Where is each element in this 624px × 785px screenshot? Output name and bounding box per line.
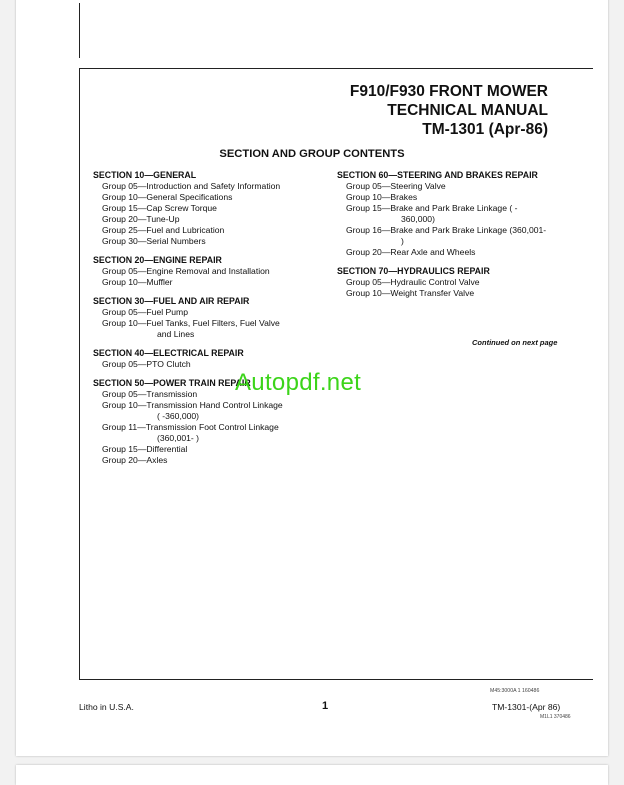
section-heading: SECTION 70—HYDRAULICS REPAIR xyxy=(337,266,490,276)
right-contents-column xyxy=(337,170,567,299)
next-page-edge xyxy=(16,765,608,785)
document-page xyxy=(16,0,608,756)
group-item: Group 20—Rear Axle and Wheels xyxy=(346,247,476,257)
group-item: Group 30—Serial Numbers xyxy=(102,236,206,246)
group-item: Group 05—Steering Valve xyxy=(346,181,446,191)
section-heading: SECTION 40—ELECTRICAL REPAIR xyxy=(93,348,244,358)
group-item: Group 05—Transmission xyxy=(102,389,198,399)
title-line-1: F910/F930 FRONT MOWER xyxy=(349,83,548,100)
group-item-continuation: ) xyxy=(401,236,404,246)
watermark: Autopdf.net xyxy=(235,369,362,396)
title-line-3: TM-1301 (Apr-86) xyxy=(422,121,548,138)
title-line-2: TECHNICAL MANUAL xyxy=(387,102,548,119)
group-item: Group 10—Fuel Tanks, Fuel Filters, Fuel Valve xyxy=(102,318,280,328)
contents-heading: SECTION AND GROUP CONTENTS xyxy=(219,148,405,160)
group-item: Group 10—Brakes xyxy=(346,192,418,202)
group-item: Group 05—Hydraulic Control Valve xyxy=(346,277,480,287)
group-item: Group 20—Axles xyxy=(102,455,168,465)
section-heading: SECTION 20—ENGINE REPAIR xyxy=(93,255,222,265)
group-item: Group 10—General Specifications xyxy=(102,192,233,202)
group-item-continuation: ( -360,000) xyxy=(157,411,200,421)
group-item: Group 25—Fuel and Lubrication xyxy=(102,225,225,235)
group-item: Group 15—Brake and Park Brake Linkage ( - xyxy=(346,203,518,213)
group-item: Group 20—Tune-Up xyxy=(102,214,180,224)
left-contents-column xyxy=(93,170,333,466)
group-item-continuation: (360,001- ) xyxy=(157,433,200,443)
group-item: Group 11—Transmission Foot Control Linkage xyxy=(102,422,279,432)
manual-title xyxy=(350,82,548,139)
section-heading: SECTION 50—POWER TRAIN REPAIR xyxy=(93,378,251,388)
group-item: Group 10—Weight Transfer Valve xyxy=(346,288,475,298)
group-item: Group 05—Introduction and Safety Information xyxy=(102,181,281,191)
group-item-continuation: and Lines xyxy=(157,329,195,339)
group-item: Group 10—Transmission Hand Control Linkage xyxy=(102,400,283,410)
document-code: M45:3000A 1 160486 xyxy=(490,688,540,694)
group-item: Group 15—Differential xyxy=(102,444,188,454)
top-rule xyxy=(79,3,80,58)
section-heading: SECTION 10—GENERAL xyxy=(93,170,197,180)
group-item: Group 05—Fuel Pump xyxy=(102,307,188,317)
footer-litho: Litho in U.S.A. xyxy=(79,702,134,712)
group-item-continuation: 360,000) xyxy=(401,214,435,224)
group-item: Group 10—Muffler xyxy=(102,277,173,287)
footer-manual-id: TM-1301-(Apr 86) xyxy=(492,702,561,712)
page-number: 1 xyxy=(322,700,329,712)
group-item: Group 05—PTO Clutch xyxy=(102,359,191,369)
continued-note: Continued on next page xyxy=(472,338,558,347)
group-item: Group 05—Engine Removal and Installation xyxy=(102,266,270,276)
section-heading: SECTION 60—STEERING AND BRAKES REPAIR xyxy=(337,170,538,180)
group-item: Group 15—Cap Screw Torque xyxy=(102,203,217,213)
group-item: Group 16—Brake and Park Brake Linkage (360,001- xyxy=(346,225,547,235)
section-heading: SECTION 30—FUEL AND AIR REPAIR xyxy=(93,296,250,306)
footer-code: M1L1 370486 xyxy=(540,714,571,720)
